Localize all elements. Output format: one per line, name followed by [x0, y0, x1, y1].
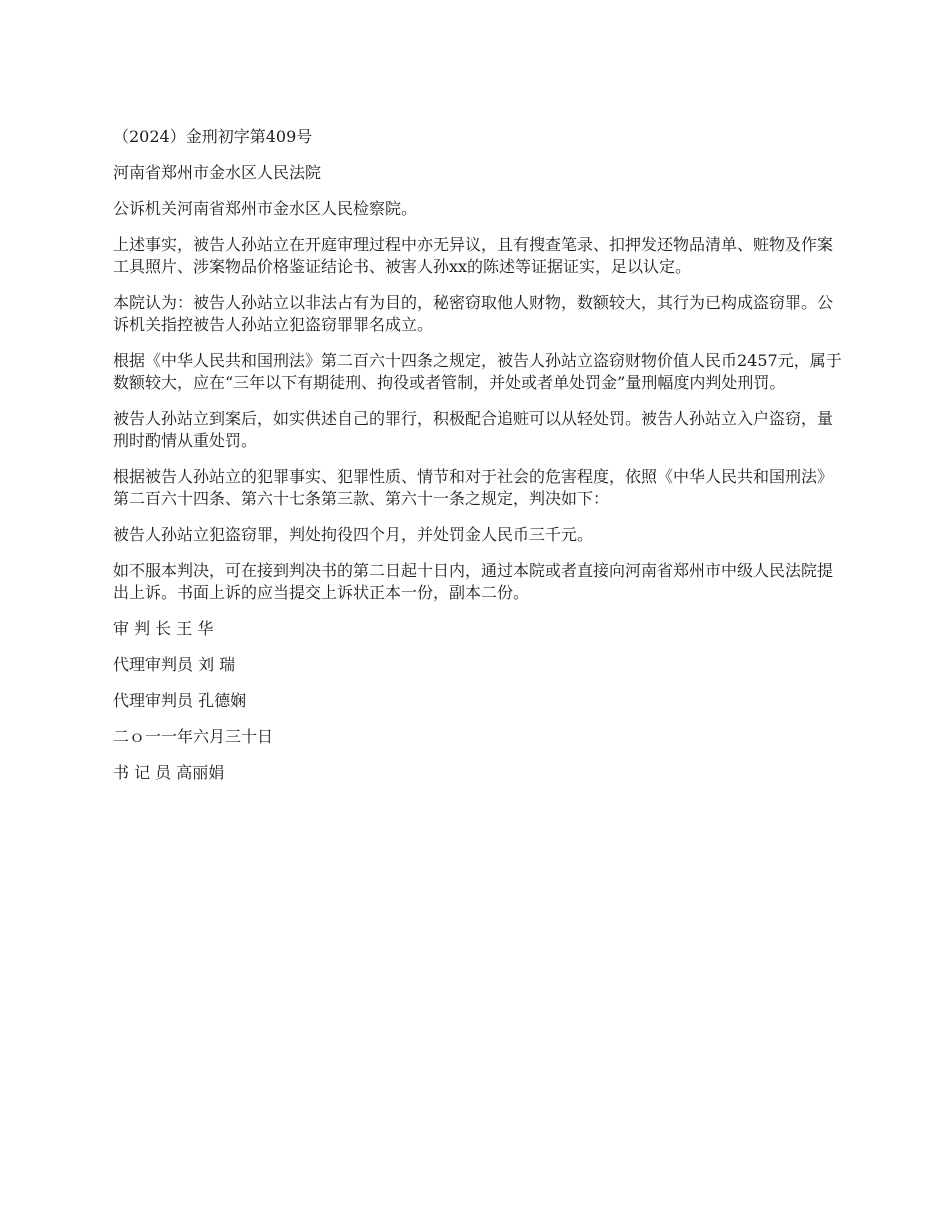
prosecutor-line: 公诉机关河南省郑州市金水区人民检察院。: [113, 199, 418, 218]
acting-judge-signature-2: 代理审判员 孔德娴: [113, 691, 247, 710]
clerk-signature: 书 记 员 高丽娟: [113, 763, 225, 782]
paragraph-legal-basis: 根据《中华人民共和国刑法》第二百六十四条之规定，被告人孙站立盗窃财物价值人民币2457元，属于数额较大，应在“三年以下有期徒刑、拘役或者管制，并处或者单处罚金”量刑幅度内判处刑罚。: [113, 351, 842, 392]
paragraph-appeal-notice: 如不服本判决，可在接到判决书的第二日起十日内，通过本院或者直接向河南省郑州市中级人民法院提出上诉。书面上诉的应当提交上诉状正本一份，副本二份。: [113, 561, 834, 602]
paragraph-facts: 上述事实，被告人孙站立在开庭审理过程中亦无异议，且有搜查笔录、扣押发还物品清单、赃物及作案工具照片、涉案物品价格鉴证结论书、被害人孙xx的陈述等证据证实，足以认定。: [113, 235, 834, 276]
judgment-date: 二ｏ一一年六月三十日: [113, 727, 274, 746]
judgment-body: [113, 126, 843, 798]
paragraph-court-opinion: 本院认为：被告人孙站立以非法占有为目的，秘密窃取他人财物，数额较大，其行为已构成盗窃罪。公诉机关指控被告人孙站立犯盗窃罪罪名成立。: [113, 293, 834, 334]
paragraph-sentencing-factors: 被告人孙站立到案后，如实供述自己的罪行，积极配合追赃可以从轻处罚。被告人孙站立入户盗窃，量刑时酌情从重处罚。: [113, 409, 834, 450]
court-name: 河南省郑州市金水区人民法院: [113, 163, 322, 182]
chief-judge-signature: 审 判 长 王 华: [113, 619, 214, 638]
paragraph-judgment-basis: 根据被告人孙站立的犯罪事实、犯罪性质、情节和对于社会的危害程度，依照《中华人民共和国刑法》第二百六十四条、第六十七条第三款、第六十一条之规定，判决如下：: [113, 467, 834, 508]
case-number: （2024）金刑初字第409号: [113, 127, 313, 146]
acting-judge-signature-1: 代理审判员 刘 瑞: [113, 655, 236, 674]
paragraph-verdict: 被告人孙站立犯盗窃罪，判处拘役四个月，并处罚金人民币三千元。: [113, 525, 594, 544]
